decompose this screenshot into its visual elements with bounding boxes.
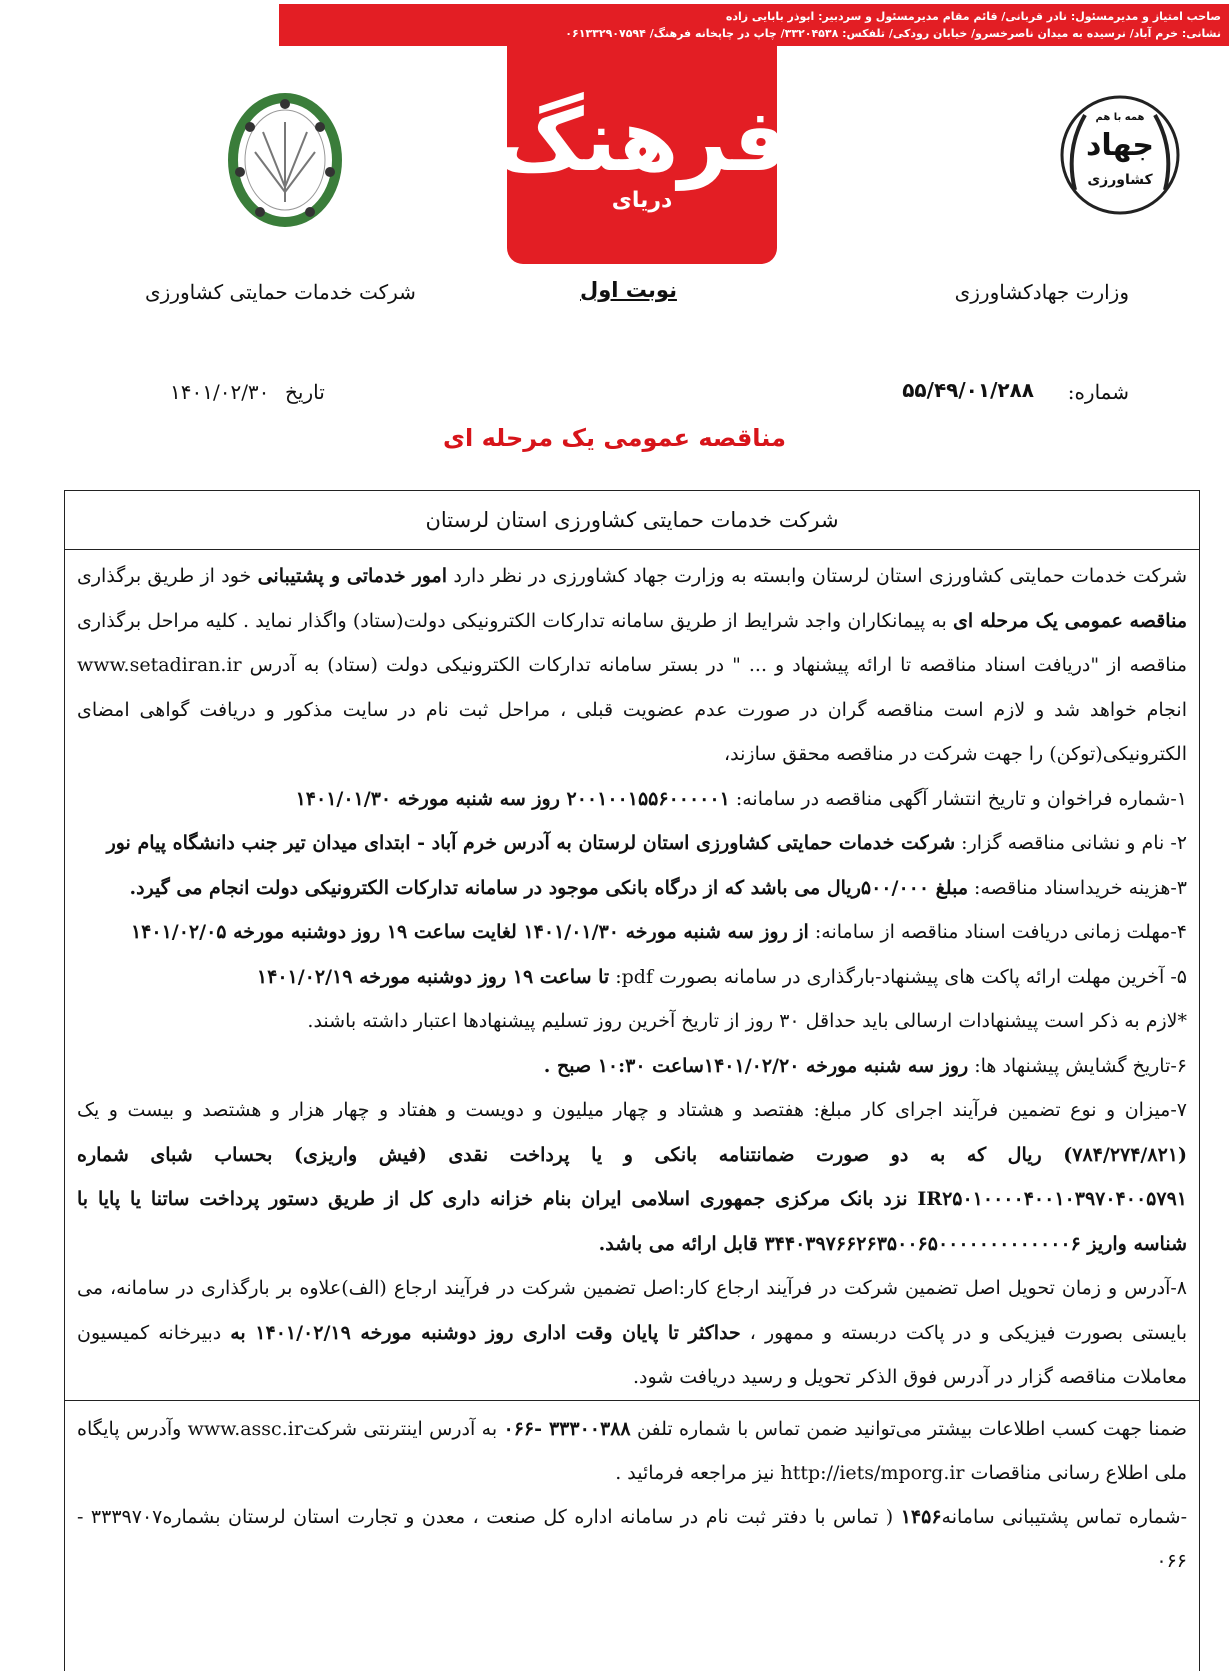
tender-title: مناقصه عمومی یک مرحله ای (443, 424, 786, 452)
item-1-value: ۲۰۰۱۰۰۱۵۵۶۰۰۰۰۰۱ روز سه شنبه مورخه ۱۴۰۱/۰۱/۳۰ (295, 787, 730, 810)
item-2 (77, 821, 1187, 866)
item-8 (77, 1266, 1187, 1400)
item-7 (77, 1088, 1187, 1266)
agri-services-emblem-icon (225, 92, 345, 232)
assc-link[interactable]: www.assc.ir (187, 1417, 303, 1440)
item-6-label: ۶-تاریخ گشایش پیشنهاد ها: (968, 1054, 1187, 1077)
item-8-text: ۸-آدرس و زمان تحویل اصل تضمین شرکت در فرآیند ارجاع کار:اصل تضمین شرکت در فرآیند ارجاع (الف)علاوه بر بارگذاری در سامانه، می بایستی بصورت فیزیکی و در پاکت دربسته و ممهور ، (77, 1277, 1187, 1344)
company-name: شرکت خدمات حمایتی کشاورزی (145, 280, 416, 304)
publisher-line-1: صاحب امتیاز و مدیرمسئول: نادر قربانی/ قائم مقام مدیرمسئول و سردبیر: ابوذر بابایی زاده (725, 10, 1221, 23)
item-5-value: تا ساعت ۱۹ روز دوشنبه مورخه ۱۴۰۱/۰۲/۱۹ (256, 965, 610, 988)
jihad-keshavarzi-emblem (1055, 90, 1185, 220)
emblem-line-1: همه با هم (1095, 112, 1145, 123)
emblem-line-3: کشاورزی (1087, 172, 1153, 188)
ministry-name: وزارت جهادکشاورزی (954, 280, 1129, 304)
contact-line-2 (77, 1495, 1187, 1583)
item-6-value: روز سه شنبه مورخه ۱۴۰۱/۰۲/۲۰ساعت ۱۰:۳۰ صبح . (543, 1054, 969, 1077)
item-3-value: مبلغ ۵۰۰/۰۰۰ریال می باشد که از درگاه بانکی موجود در سامانه تدارکات الکترونیکی دولت انجام می گیرد. (129, 876, 968, 899)
number-label: شماره: (1067, 380, 1129, 404)
contact-text-2: به آدرس اینترنتی شرکت (302, 1417, 504, 1440)
item-4-label: ۴-مهلت زمانی دریافت اسناد مناقصه از سامانه: (808, 921, 1187, 943)
intro-text-4: انجام خواهد شد و لازم است مناقصه گران در صورت عدم عضویت قبلی ، مراحل ثبت نام در سایت مذکور و دریافت گواهی امضای الکترونیکی(توکن) را جهت شرکت در مناقصه محقق سازند، (77, 698, 1187, 765)
item-2-label: ۲- نام و نشانی مناقصه گزار: (955, 832, 1187, 854)
intro-text-3: به پیمانکاران واجد شرایط از طریق سامانه تدارکات الکترونیکی دولت(ستاد) واگذار نماید . کلیه مراحل برگذاری مناقصه از "دریافت اسناد مناقصه تا ارائه پیشنهاد و ... " در بستر سامانه تدارکات الکترونیکی دولت (ستاد) به آدرس (77, 609, 1187, 676)
intro-text-1: شرکت خدمات حمایتی کشاورزی استان لرستان وابسته به وزارت جهاد کشاورزی در نظر دارد (447, 565, 1187, 587)
publisher-line-2: نشانی: خرم آباد/ نرسیده به میدان ناصرخسرو/ خیابان رودکی/ تلفکس: ۳۳۲۰۴۵۳۸/ چاپ در چاپخانه فرهنگ/ ۰۶۱۳۳۲۹۰۷۵۹۴ (565, 27, 1221, 40)
item-8-bold: حداکثر تا پایان وقت اداری روز دوشنبه مورخه ۱۴۰۱/۰۲/۱۹ به (230, 1321, 741, 1344)
contact-text-3: وآدرس پایگاه ملی اطلاع رسانی مناقصات (77, 1417, 1187, 1484)
round-label: نوبت اول (580, 278, 677, 302)
support-text-2: ( تماس با دفتر ثبت نام در سامانه اداره کل صنعت ، معدن و تجارت استان لرستان بشماره۳۳۳۹۷۰۷ - ۰۶۶ (77, 1505, 1187, 1572)
item-4 (77, 910, 1187, 955)
emblem-line-2: جهاد (1085, 128, 1155, 163)
document-number: ۵۵/۴۹/۰۱/۲۸۸ (902, 378, 1034, 402)
item-7-text: ۷-میزان و نوع تضمین فرآیند اجرای کار مبلغ: هفتصد و هشتاد و چهار میلیون و دویست و هفتاد و چهار هزار و هشتصد و بیست و یک (77, 1099, 1187, 1121)
intro-text-2: خود از طریق برگذاری (77, 565, 258, 587)
item-7-bold: (۷۸۴/۲۷۴/۸۲۱) ریال که به دو صورت ضمانتنامه بانکی و یا پرداخت نقدی (فیش واریزی) بحساب شبای شماره IR۲۵۰۱۰۰۰۰۴۰۰۱۰۳۹۷۰۴۰۰۵۷۹۱ نزد بانک مرکزی جمهوری اسلامی ایران بنام خزانه داری کل از طریق دستور پرداخت ساتنا یا پایا با شناسه واریز ۳۴۴۰۳۹۷۶۶۲۶۳۵۰۰۶۵۰۰۰۰۰۰۰۰۰۰۰۰۰۶ قابل ارائه می باشد. (77, 1143, 1187, 1255)
box-heading: شرکت خدمات حمایتی کشاورزی استان لرستان (65, 491, 1199, 550)
item-3 (77, 866, 1187, 911)
publisher-banner (279, 4, 1229, 46)
tender-box (64, 490, 1200, 1671)
item-1 (77, 777, 1187, 822)
logo-sub-text: دریای (611, 187, 673, 213)
item-1-label: ۱-شماره فراخوان و تاریخ انتشار آگهی مناقصه در سامانه: (729, 787, 1187, 810)
newspaper-logo (495, 46, 789, 264)
contact-text-4: نیز مراجعه فرمائید . (615, 1461, 781, 1484)
tender-body (65, 550, 1199, 1400)
setad-link[interactable]: www.setadiran.ir (77, 654, 242, 676)
contact-phone: ۳۳۳۰۰۳۸۸ -۰۶۶ (503, 1417, 631, 1440)
contact-line-1 (77, 1407, 1187, 1495)
contact-text-1: ضمنا جهت کسب اطلاعات بیشتر می‌توانید ضمن تماس با شماره تلفن (630, 1417, 1187, 1440)
contact-section (65, 1400, 1199, 1583)
item-6 (77, 1044, 1187, 1089)
item-2-value: شرکت خدمات حمایتی کشاورزی استان لرستان به آدرس خرم آباد - ابتدای میدان تیر جنب دانشگاه پیام نور (106, 832, 956, 854)
iets-link[interactable]: http://iets/mporg.ir (780, 1461, 965, 1484)
intro-paragraph (77, 554, 1187, 777)
document-date: ۱۴۰۱/۰۲/۳۰ (170, 380, 270, 404)
intro-bold-2: مناقصه عمومی یک مرحله ای (953, 609, 1187, 632)
support-number: ۱۴۵۶ (900, 1505, 942, 1528)
item-5-label: ۵- آخرین مهلت ارائه پاکت های پیشنهاد-بارگذاری در سامانه بصورت pdf: (609, 965, 1187, 988)
support-text-1: -شماره تماس پشتیبانی سامانه (941, 1505, 1187, 1528)
item-3-label: ۳-هزینه خریداسناد مناقصه: (968, 876, 1187, 899)
logo-main-text: فرهنگ (495, 90, 789, 191)
item-5 (77, 955, 1187, 1000)
item-4-value: از روز سه شنبه مورخه ۱۴۰۱/۰۱/۳۰ لغایت ساعت ۱۹ روز دوشنبه مورخه ۱۴۰۱/۰۲/۰۵ (130, 921, 809, 943)
date-label: تاریخ (285, 380, 325, 404)
item-8-tail: دبیرخانه کمیسیون معاملات مناقصه گزار در آدرس فوق الذکر تحویل و رسید دریافت شود. (77, 1321, 1187, 1388)
intro-bold-1: امور خدماتی و پشتیبانی (257, 565, 448, 587)
validity-note: *لازم به ذکر است پیشنهادات ارسالی باید حداقل ۳۰ روز از تاریخ آخرین روز تسلیم پیشنهادها اعتبار داشته باشند. (307, 1010, 1187, 1032)
